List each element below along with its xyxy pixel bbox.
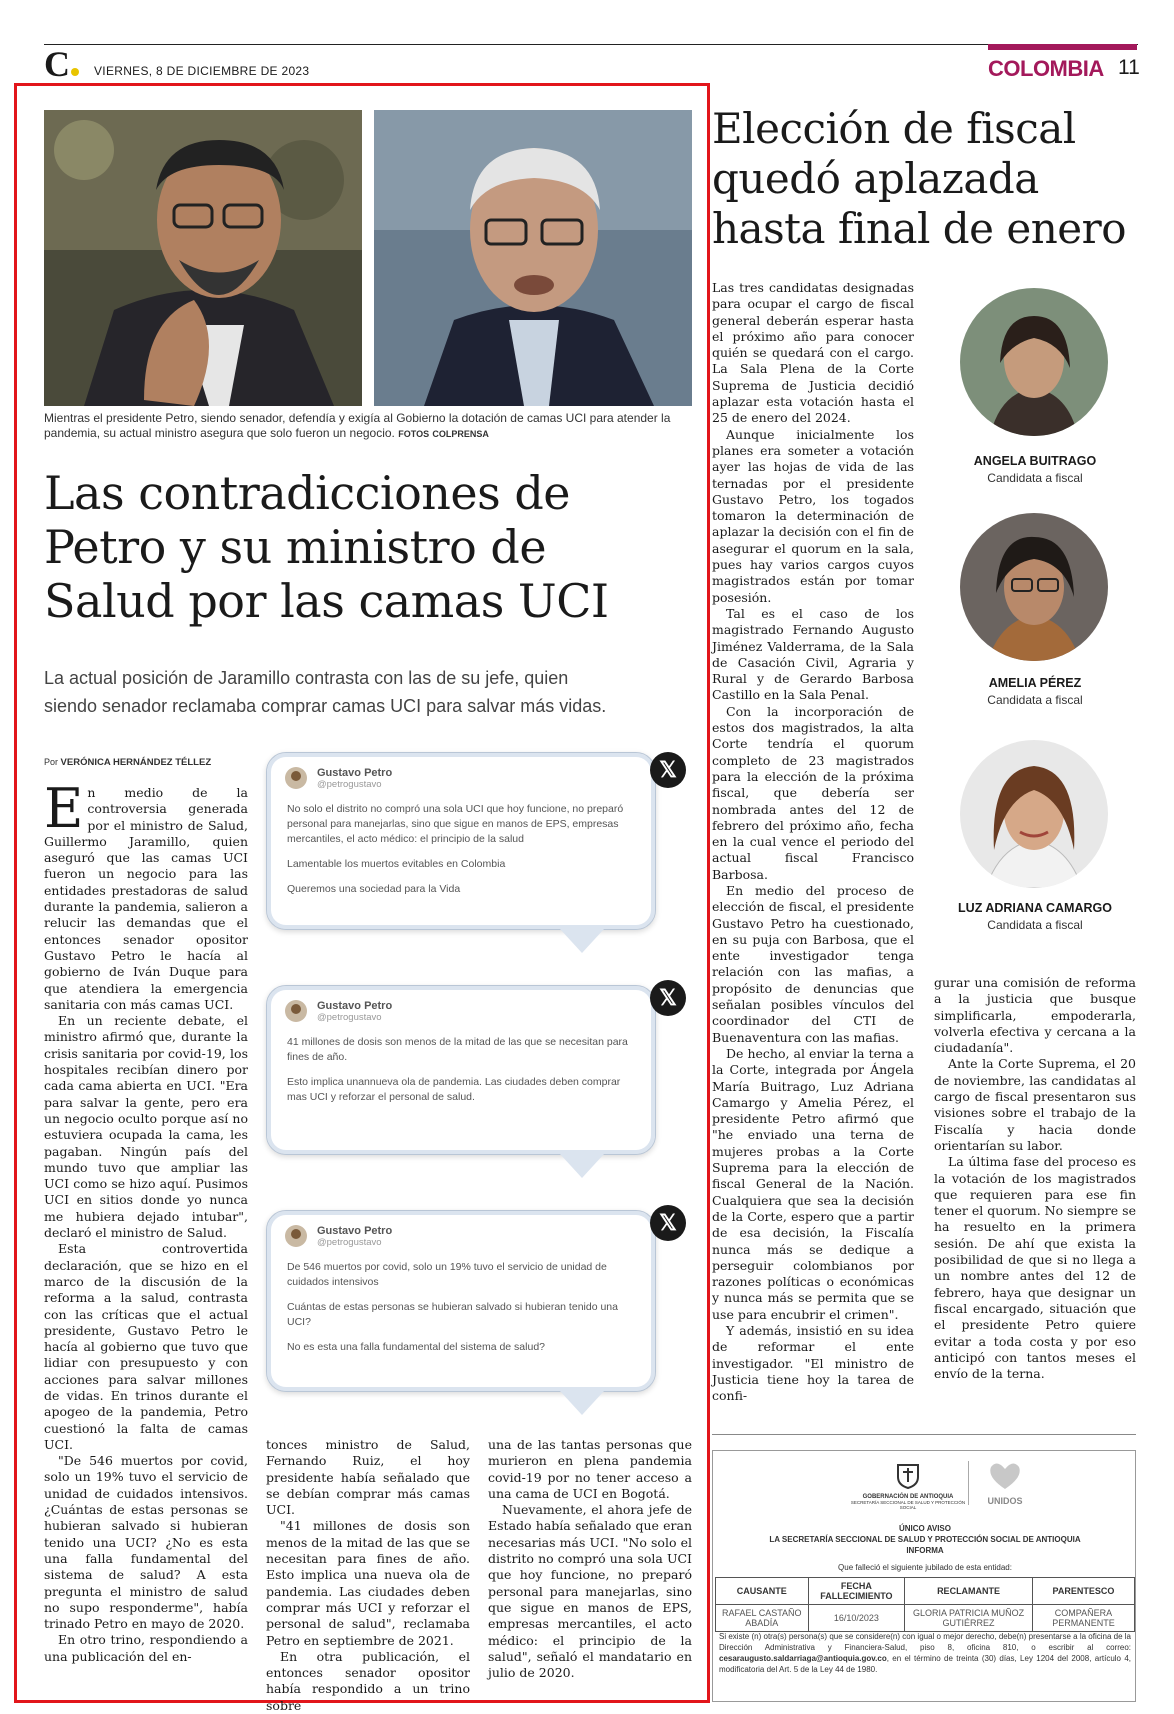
candidate-name: LUZ ADRIANA CAMARGO	[958, 901, 1112, 915]
top-rule	[44, 44, 1138, 45]
side-headline: Elección de fiscal quedó aplazada hasta final de enero	[712, 104, 1126, 253]
tweet-text: Lamentable los muertos evitables en Colombia	[287, 858, 506, 870]
tweet-tail	[560, 929, 604, 953]
photo-caption: Mientras el presidente Petro, siendo senador, defendía y exigía al Gobierno la dotación de camas UCI para atender la pandemia, su actual ministro asegura que solo fueron un negocio. FOTOS COLPRENSA	[44, 411, 671, 440]
side-rule	[712, 1434, 1136, 1435]
table-cell: GLORIA PATRICIA MUÑOZ GUTIÉRREZ	[905, 1605, 1033, 1632]
tweet-text: No es esta una falla fundamental del sistema de salud?	[287, 1341, 545, 1353]
tweet-text: No solo el distrito no compró una sola UCI que hoy funcione, no preparó personal para manejarlas, sino que sigue en manos de EPS, empresas mercantiles, el acto médico: el principio de la salud	[287, 803, 624, 845]
tweet-author: Gustavo Petro	[317, 1000, 393, 1012]
portrait-luz-adriana-camargo	[960, 740, 1108, 888]
x-logo-icon: 𝕏	[650, 752, 686, 788]
newspaper-logo: C	[44, 46, 79, 82]
dateline: VIERNES, 8 DE DICIEMBRE DE 2023	[94, 64, 310, 78]
table-cell: COMPAÑERA PERMANENTE	[1032, 1605, 1134, 1632]
notice-intro: Que falleció el siguiente jubilado de esta entidad:	[838, 1563, 1012, 1572]
logo-dot-icon	[71, 68, 79, 76]
photo-jaramillo	[374, 110, 692, 406]
table-cell: 16/10/2023	[808, 1605, 905, 1632]
logo-divider	[968, 1461, 969, 1505]
tweet-text: 41 millones de dosis son menos de la mitad de las que se necesitan para fines de año.	[287, 1036, 628, 1063]
x-logo-icon: 𝕏	[650, 980, 686, 1016]
candidate-role: Candidata a fiscal	[987, 918, 1083, 932]
candidate-name: ANGELA BUITRAGO	[973, 454, 1097, 468]
table-row	[716, 1605, 1135, 1632]
article-column-3: una de las tantas personas que murieron en plena pandemia covid-19 por no tener acceso a una cama de UCI en Bogotá. Nuevamente, el ahora jefe de Estado había señalado que eran necesarias más UCI. "No solo el distrito no compró una sola UCI que hoy funcione, no preparó personal para manejarlas, sino que sigue en manos de EPS, empresas mercantiles, el acto médico: el principio de la salud", señaló el mandatario en julio de 2020.	[488, 1437, 692, 1681]
table-cell: RAFAEL CASTAÑO ABADÍA	[716, 1605, 809, 1632]
candidate-role: Candidata a fiscal	[987, 471, 1083, 485]
gov-logo: GOBERNACIÓN DE ANTIOQUIA SECRETARÍA SECCIONAL DE SALUD Y PROTECCIÓN SOCIAL	[848, 1463, 968, 1510]
tweet-text: Esto implica unannueva ola de pandemia. Las ciudades deben comprar mas UCI y reforzar el personal de salud.	[287, 1076, 621, 1103]
side-column-2: gurar una comisión de reforma a la justicia que busque simplificarla, empoderarla, volverla efectiva y cercana a la ciudadanía". Ante la Corte Suprema, el 20 de noviembre, las candidatas al cargo de fiscal presentaron sus visiones sobre el trabajo de la Fiscalía y hacia donde orientarían su labor. La última fase del proceso es la votación de los magistrados que requieren para ese fin tener el quorum. No siempre se ha resuelto en la primera sesión. De ahí que exista la posibilidad de que si no llega a un nombre antes del 12 de febrero, haya que designar un fiscal encargado, situación que el presidente Petro quiere evitar a toda costa y por eso anticipó con tantos meses el envío de la terna.	[934, 975, 1136, 1382]
page-number: 11	[1118, 56, 1140, 79]
portrait-angela-buitrago	[960, 288, 1108, 436]
main-headline: Las contradicciones de Petro y su ministro de Salud por las camas UCI	[44, 466, 609, 628]
table-header: CAUSANTE	[716, 1578, 809, 1605]
tweet-author: Gustavo Petro	[317, 1225, 393, 1237]
side-column-1: Las tres candidatas designadas para ocupar el cargo de fiscal general deberán esperar hasta el próximo año para conocer quién se quedará con el cargo. La Sala Plena de la Corte Suprema de Justicia decidió aplazar esta votación hasta el 25 de enero del 2024. Aunque inicialmente los planes era someter a votación ayer las hojas de vida de las ternadas por el presidente Gustavo Petro, los togados tomaron la determinación de aplazar la decisión con el fin de asegurar el quorum en la sala, pues hay varios cargos cuyos magistrados están por tomar posesión. Tal es el caso de los magistrado Fernando Augusto Jiménez Valderrama, de la Sala de Casación Civil, Agraria y Rural y de Gerardo Barbosa Castillo en la Sala Penal. Con la incorporación de estos dos magistrados, la alta Corte tendría el quorum completo de 23 magistrados para la elección de la próxima fiscal, que debería ser nombrada antes del 12 de febrero del próximo año, fecha en la cual vence el periodo del actual fiscal Francisco Barbosa. En medio del proceso de elección de fiscal, el presidente Gustavo Petro ha cuestionado, en su puja con Barbosa, que el ente investigador tenga relación con las mafias, a propósito de denuncias que señalan posibles vínculos del coordinador del CTI de Buenaventura con las mafias. De hecho, al enviar la terna a la Corte, integrada por Ángela María Buitrago, Luz Adriana Camargo y Amelia Pérez, el presidente Petro afirmó que "he enviado una terna de mujeres probas a la Corte Suprema para la elección de fiscal General de la Nación. Cualquiera que sea la decisión de la Corte, espero que a partir de esa decisión, la Fiscalía nunca más se dedique a perseguir colombianos por razones políticas o económicas y nunca más se permita que se use para encubrir el crimen". Y además, insistió en su idea de reformar el ente investigador. "El ministro de Justicia tiene hoy la tarea de confi-	[712, 280, 914, 1404]
unidos-logo: UNIDOS	[975, 1461, 1035, 1506]
drop-cap: E	[44, 777, 84, 840]
tweet-tail	[560, 1154, 604, 1178]
tweet-card-1	[266, 752, 656, 930]
unidos-heart-icon	[985, 1461, 1025, 1491]
tweet-card-3	[266, 1210, 656, 1392]
tweet-text: De 546 muertos por covid, solo un 19% tuvo el servicio de unidad de cuidados intensivos	[287, 1261, 607, 1288]
candidate-name: AMELIA PÉREZ	[988, 676, 1082, 690]
candidate-role: Candidata a fiscal	[987, 693, 1083, 707]
tweet-text: Cuántas de estas personas se hubieran salvado si hubieran tenido una UCI?	[287, 1301, 618, 1328]
article-column-1: E n medio de la controversia generada por el ministro de Salud, Guillermo Jaramillo, quien aseguró que las camas UCI fueron un negocio para las entidades prestadoras de salud durante la pandemia, salieron a relucir las demandas que el entonces senador opositor Gustavo Petro le hacía al gobierno de Iván Duque para que atendiera la emergencia sanitaria con más camas UCI. En un reciente debate, el ministro afirmó que, durante la crisis sanitaria por covid-19, los hospitales recibían dinero por cada cama abierta en UCI. "Era para salvar la gente, pero era un negocio oculto porque así no estuviera ocupada la cama, les pagaban. Ningún país del mundo tuvo que ampliar las UCI como se hizo aquí. Pusimos UCI en sitios donde yo nunca me hubiera dejado intubar", declaró el ministro de Salud. Esta controvertida declaración, que se hizo en el marco de la discusión de la reforma a la salud, contrasta con las críticas que el actual presidente, Gustavo Petro le hacía al gobierno que tuvo que lidiar con presupuesto y con acciones para salvar millones de vidas. En trinos durante el apogeo de la pandemia, Petro cuestionó la falta de camas UCI. "De 546 muertos por covid, solo un 19% tuvo el servicio de unidad de cuidados intensivos. ¿Cuántas de estas personas se hubieran salvado si hubieran tenido una UCI? ¿No es esta una falla fundamental del sistema de salud? A esta pregunta el ministro de salud no supo responderme", había trinado Petro en mayo de 2020. En otro trino, respondiendo a una publicación del en-	[44, 777, 248, 1664]
tweet-handle: @petrogustavo	[317, 1237, 382, 1248]
tweet-author: Gustavo Petro	[317, 767, 393, 779]
article-column-2: tonces ministro de Salud, Fernando Ruiz, el hoy presidente había señalado que se debían comprar más camas UCI. "41 millones de dosis son menos de la mitad de las que se necesitan para fines de año. Esto implica una nueva ola de pandemia. Las ciudades deben comprar más UCI y reforzar el personal de salud", reclamaba Petro en septiembre de 2021. En otra publicación, el entonces senador opositor había respondido a un trino sobre	[266, 1437, 470, 1713]
photo-petro	[44, 110, 362, 406]
table-header: FECHA FALLECIMIENTO	[808, 1578, 905, 1605]
tweet-avatar-icon	[285, 1000, 307, 1022]
tweet-avatar-icon	[285, 767, 307, 789]
x-logo-icon: 𝕏	[650, 1205, 686, 1241]
coat-of-arms-icon	[896, 1463, 920, 1489]
notice-table	[715, 1577, 1135, 1632]
tweet-avatar-icon	[285, 1225, 307, 1247]
section-name: COLOMBIA	[988, 56, 1104, 81]
table-header: RECLAMANTE	[905, 1578, 1033, 1605]
portrait-amelia-perez	[960, 513, 1108, 661]
table-header: PARENTESCO	[1032, 1578, 1134, 1605]
tweet-handle: @petrogustavo	[317, 1012, 382, 1023]
tweet-card-2	[266, 985, 656, 1155]
tweet-tail	[560, 1391, 604, 1415]
byline: Por VERÓNICA HERNÁNDEZ TÉLLEZ	[44, 757, 212, 768]
legal-notice-ad	[712, 1450, 1136, 1702]
article-deck: La actual posición de Jaramillo contrasta con las de su jefe, quien siendo senador reclamaba comprar camas UCI para salvar más vidas.	[44, 668, 607, 716]
notice-title: ÚNICO AVISO LA SECRETARÍA SECCIONAL DE SALUD Y PROTECCIÓN SOCIAL DE ANTIOQUIA INFORMA	[769, 1524, 1081, 1555]
notice-footer: Si existe (n) otra(s) persona(s) que se considere(n) con igual o mejor derecho, debe(n) presentarse a la oficina de la Dirección Administrativa y Financiera-Salud, piso 8, oficina 810, o escribir al correo: cesaraugusto.saldarriaga@antioquia.gov.co, en el término de treinta (30) días, Ley 1204 del 2008, artículo 4, modificatoria del Art. 5 de la Ley 44 de 1980.	[719, 1632, 1131, 1674]
tweet-handle: @petrogustavo	[317, 779, 382, 790]
tweet-text: Queremos una sociedad para la Vida	[287, 883, 461, 895]
section-bar	[988, 44, 1137, 50]
